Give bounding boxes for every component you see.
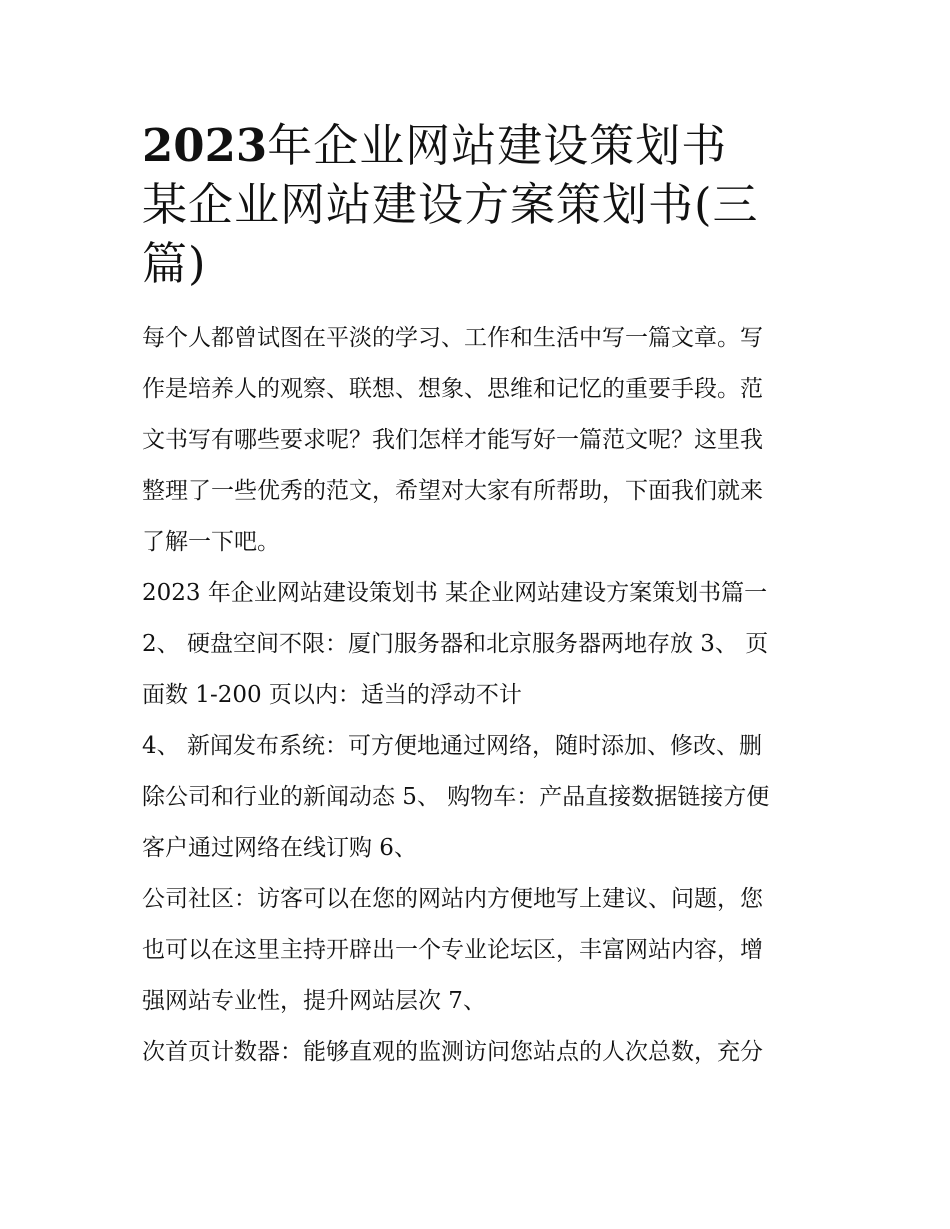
title-line-2: 某企业网站建设方案策划书(三 bbox=[142, 178, 759, 231]
text-line: 作是培养人的观察、联想、想象、思维和记忆的重要手段。范 bbox=[142, 376, 763, 402]
text-line: 除公司和行业的新闻动态 5、 购物车：产品直接数据链接方便 bbox=[142, 784, 770, 810]
document-title bbox=[142, 116, 812, 293]
title-line-1-text: 年企业网站建设策划书 bbox=[267, 119, 728, 172]
text-line: 强网站专业性，提升网站层次 7、 bbox=[142, 988, 486, 1014]
text-line: 客户通过网络在线订购 6、 bbox=[142, 835, 417, 861]
text-line: 2、 硬盘空间不限：厦门服务器和北京服务器两地存放 3、 页 bbox=[142, 631, 769, 657]
document-body bbox=[142, 313, 812, 1078]
paragraph-disk-space bbox=[142, 619, 812, 721]
text-line: 也可以在这里主持开辟出一个专业论坛区，丰富网站内容，增 bbox=[142, 937, 763, 963]
text-line: 4、 新闻发布系统：可方便地通过网络，随时添加、修改、删 bbox=[142, 733, 762, 759]
title-year: 2023 bbox=[142, 119, 268, 172]
text-line: 公司社区：访客可以在您的网站内方便地写上建议、问题，您 bbox=[142, 886, 763, 912]
text-line: 整理了一些优秀的范文，希望对大家有所帮助，下面我们就来 bbox=[142, 478, 763, 504]
paragraph-news-system bbox=[142, 721, 812, 874]
text-line: 次首页计数器：能够直观的监测访问您站点的人次总数，充分 bbox=[142, 1039, 763, 1065]
text-line: 2023 年企业网站建设策划书 某企业网站建设方案策划书篇一 bbox=[142, 580, 768, 606]
text-line: 面数 1-200 页以内：适当的浮动不计 bbox=[142, 682, 522, 708]
document-content bbox=[142, 116, 812, 1078]
title-line-1 bbox=[142, 116, 812, 175]
paragraph-community bbox=[142, 874, 812, 1027]
text-line: 每个人都曾试图在平淡的学习、工作和生活中写一篇文章。写 bbox=[142, 325, 763, 351]
title-line-3: 篇) bbox=[142, 237, 207, 290]
paragraph-intro bbox=[142, 313, 812, 568]
text-line: 了解一下吧。 bbox=[142, 529, 280, 555]
paragraph-counter bbox=[142, 1027, 812, 1078]
text-line: 文书写有哪些要求呢？我们怎样才能写好一篇范文呢？这里我 bbox=[142, 427, 763, 453]
paragraph-section-heading bbox=[142, 568, 812, 619]
